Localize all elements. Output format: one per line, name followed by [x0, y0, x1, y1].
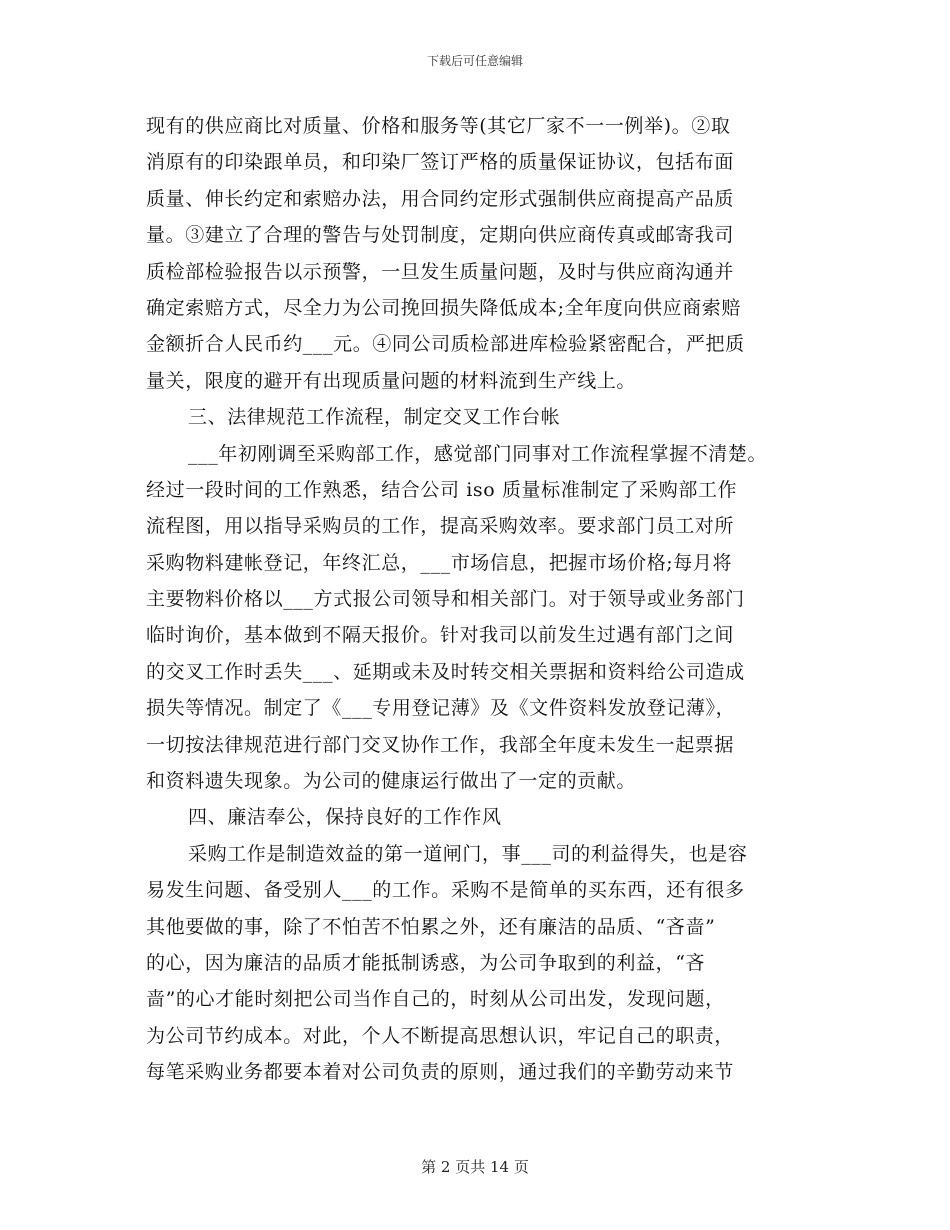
body-line: 质检部检验报告以示预警，一旦发生质量问题，及时与供应商沟通并 [146, 260, 735, 283]
body-line: 损失等情况。制定了《___专用登记薄》及《文件资料发放登记薄》， [146, 697, 736, 720]
body-line: 主要物料价格以___方式报公司领导和相关部门。对于领导或业务部门 [146, 588, 745, 611]
body-line: 确定索赔方式，尽全力为公司挽回损失降低成本;全年度向供应商索赔 [146, 296, 742, 319]
body-line: 临时询价，基本做到不隔天报价。针对我司以前发生过遇有部门之间 [146, 624, 735, 647]
body-line: 为公司节约成本。对此，个人不断提高思想认识，牢记自己的职责， [146, 1024, 735, 1047]
page-footer: 第 2 页共 14 页 [421, 1158, 529, 1176]
body-line: 消原有的印染跟单员，和印染厂签订严格的质量保证协议，包括布面 [146, 151, 735, 174]
body-line: 量关，限度的避开有出现质量问题的材料流到生产线上。 [146, 369, 637, 392]
page-header: 下载后可任意编辑 [426, 54, 523, 68]
body-line: 金额折合人民币约___元。④同公司质检部进库检验紧密配合，严把质 [146, 333, 745, 356]
body-line: 易发生问题、备受别人___的工作。采购不是简单的买东西，还有很多 [146, 879, 745, 902]
body-line: 量。③建立了合理的警告与处罚制度，定期向供应商传真或邮寄我司 [146, 224, 735, 247]
body-line: 采购物料建帐登记，年终汇总，___市场信息，把握市场价格;每月将 [146, 551, 733, 574]
section-heading: 四、廉洁奉公，保持良好的工作作风 [188, 806, 502, 829]
body-line: 的交叉工作时丢失___、延期或未及时转交相关票据和资料给公司造成 [146, 660, 745, 683]
body-line: 每笔采购业务都要本着对公司负责的原则，通过我们的辛勤劳动来节 [146, 1061, 735, 1084]
body-line: 采购工作是制造效益的第一道闸门，事___司的利益得失，也是容 [188, 842, 748, 865]
section-heading: 三、法律规范工作流程，制定交叉工作台帐 [188, 406, 561, 429]
body-line: 其他要做的事，除了不怕苦不怕累之外，还有廉洁的品质、“吝啬” [146, 915, 716, 938]
body-line: 现有的供应商比对质量、价格和服务等(其它厂家不一一例举)。②取 [146, 115, 731, 137]
body-line: 质量、伸长约定和索赔办法，用合同约定形式强制供应商提高产品质 [146, 187, 735, 210]
body-line: 一切按法律规范进行部门交叉协作工作，我部全年度未发生一起票据 [146, 733, 735, 756]
body-line: 的心，因为廉洁的品质才能抵制诱惑，为公司争取到的利益，“吝 [146, 951, 706, 974]
body-line: 经过一段时间的工作熟悉，结合公司 iso 质量标准制定了采购部工作 [146, 478, 738, 501]
body-line: ___年初刚调至采购部工作，感觉部门同事对工作流程掌握不清楚。 [188, 442, 768, 465]
document-body [146, 108, 826, 1091]
body-line: 和资料遗失现象。为公司的健康运行做出了一定的贡献。 [146, 770, 637, 793]
body-line: 流程图，用以指导采购员的工作，提高采购效率。要求部门员工对所 [146, 515, 735, 538]
body-line: 啬”的心才能时刻把公司当作自己的，时刻从公司出发，发现问题， [146, 988, 725, 1011]
